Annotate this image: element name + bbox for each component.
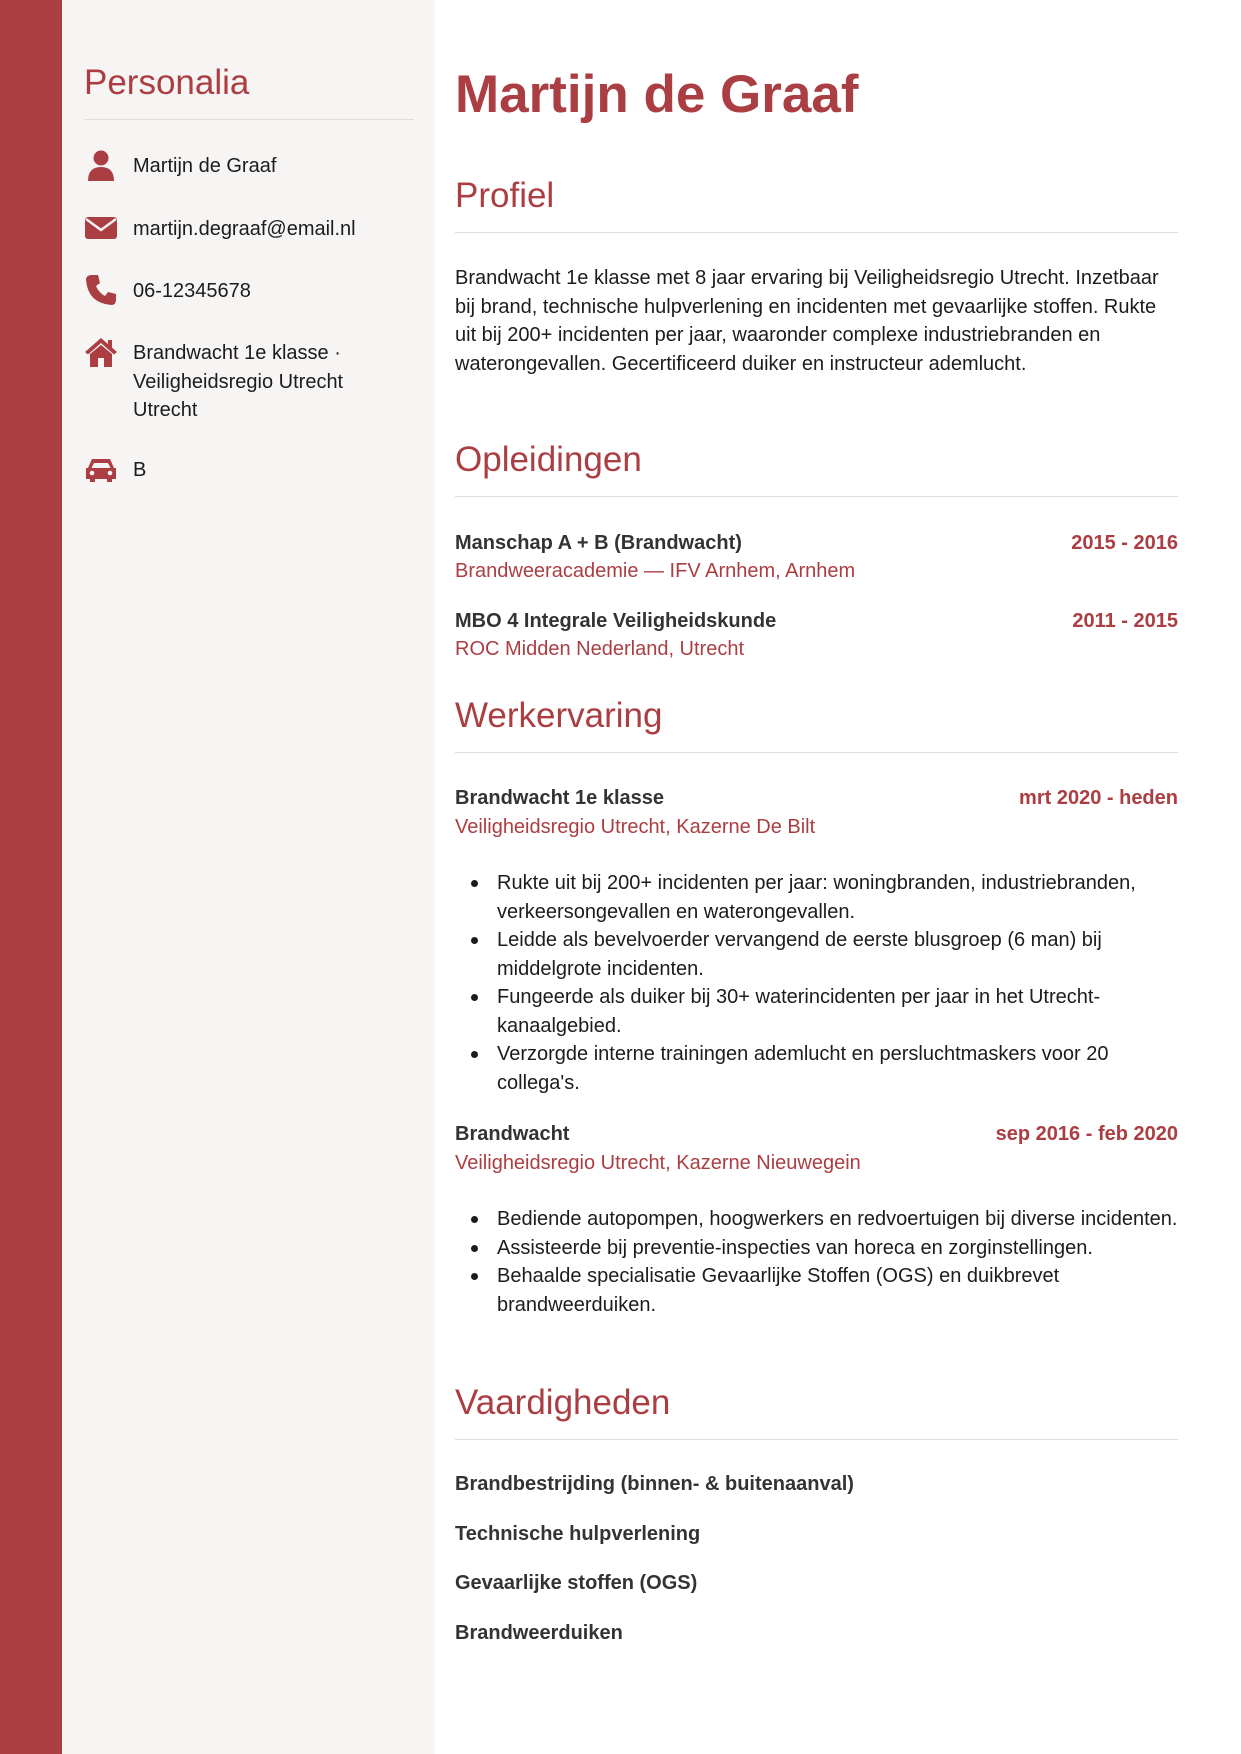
house-icon: [84, 335, 118, 369]
job-employer: Veiligheidsregio Utrecht, Kazerne Nieuwegein: [455, 1152, 861, 1174]
job-bullets: [455, 1205, 1178, 1319]
contact-license: [84, 456, 414, 486]
contact-phone: [84, 277, 414, 307]
contact-email: [84, 215, 414, 245]
job-date: sep 2016 - feb 2020: [995, 1123, 1178, 1145]
section-title-education: Opleidingen: [455, 440, 642, 479]
section-divider: [455, 496, 1178, 497]
education-date: 2011 - 2015: [1072, 610, 1178, 632]
contact-license-text: B: [133, 459, 147, 481]
job-date: mrt 2020 - heden: [1019, 787, 1178, 809]
contact-name-text: Martijn de Graaf: [133, 155, 277, 177]
envelope-icon: [84, 211, 118, 245]
list-item: Rukte uit bij 200+ incidenten per jaar: woningbranden, industriebranden, verkeersongevallen en waterongevallen.: [455, 869, 1178, 926]
section-title-skills: Vaardigheden: [455, 1383, 671, 1422]
skill-item: Brandweerduiken: [455, 1622, 623, 1644]
sidebar: [62, 0, 435, 1754]
section-divider: [455, 1439, 1178, 1440]
contact-name: [84, 152, 414, 182]
list-item: Bediende autopompen, hoogwerkers en redvoertuigen bij diverse incidenten.: [455, 1205, 1178, 1234]
profile-text: Brandwacht 1e klasse met 8 jaar ervaring bij Veiligheidsregio Utrecht. Inzetbaar bij brand, technische hulpverlening en incidenten met gevaarlijke stoffen. Rukte uit bij 200+ incidenten per jaar, waaronder complexe industriebranden en waterongevallen. Gecertificeerd duiker en instructeur ademlucht.: [455, 267, 1159, 375]
list-item: Leidde als bevelvoerder vervangend de eerste blusgroep (6 man) bij middelgrote incidenten.: [455, 926, 1178, 983]
section-divider: [455, 752, 1178, 753]
section-title-experience: Werkervaring: [455, 696, 663, 735]
list-item: Fungeerde als duiker bij 30+ waterincidenten per jaar in het Utrecht-kanaalgebied.: [455, 983, 1178, 1040]
sidebar-title: Personalia: [84, 63, 250, 102]
job-employer: Veiligheidsregio Utrecht, Kazerne De Bilt: [455, 816, 816, 838]
list-item: Behaalde specialisatie Gevaarlijke Stoffen (OGS) en duikbrevet brandweerduiken.: [455, 1262, 1178, 1319]
list-item: Verzorgde interne trainingen ademlucht en persluchtmaskers voor 20 collega's.: [455, 1040, 1178, 1097]
education-institution: ROC Midden Nederland, Utrecht: [455, 638, 745, 660]
phone-icon: [84, 273, 118, 307]
accent-bar: [0, 0, 62, 1754]
sidebar-divider: [84, 119, 414, 120]
education-title: Manschap A + B (Brandwacht): [455, 532, 742, 554]
education-title: MBO 4 Integrale Veiligheidskunde: [455, 610, 777, 632]
contact-address: [84, 339, 414, 425]
skill-item: Gevaarlijke stoffen (OGS): [455, 1572, 698, 1594]
contact-address-text: Brandwacht 1e klasse · Veiligheidsregio Utrecht Utrecht: [133, 342, 344, 421]
job-title: Brandwacht 1e klasse: [455, 787, 664, 809]
section-divider: [455, 232, 1178, 233]
contact-phone-text: 06-12345678: [133, 280, 251, 302]
section-title-profile: Profiel: [455, 176, 555, 215]
education-date: 2015 - 2016: [1071, 532, 1178, 554]
skill-item: Technische hulpverlening: [455, 1523, 701, 1545]
full-name: Martijn de Graaf: [455, 65, 859, 124]
job-title: Brandwacht: [455, 1123, 570, 1145]
main-content: [455, 0, 1180, 1754]
car-icon: [84, 452, 118, 486]
contact-email-text: martijn.degraaf@email.nl: [133, 218, 356, 240]
skill-item: Brandbestrijding (binnen- & buitenaanval): [455, 1473, 854, 1495]
list-item: Assisteerde bij preventie-inspecties van horeca en zorginstellingen.: [455, 1234, 1178, 1263]
person-icon: [84, 148, 118, 182]
education-institution: Brandweeracademie — IFV Arnhem, Arnhem: [455, 560, 856, 582]
job-bullets: [455, 869, 1178, 1097]
